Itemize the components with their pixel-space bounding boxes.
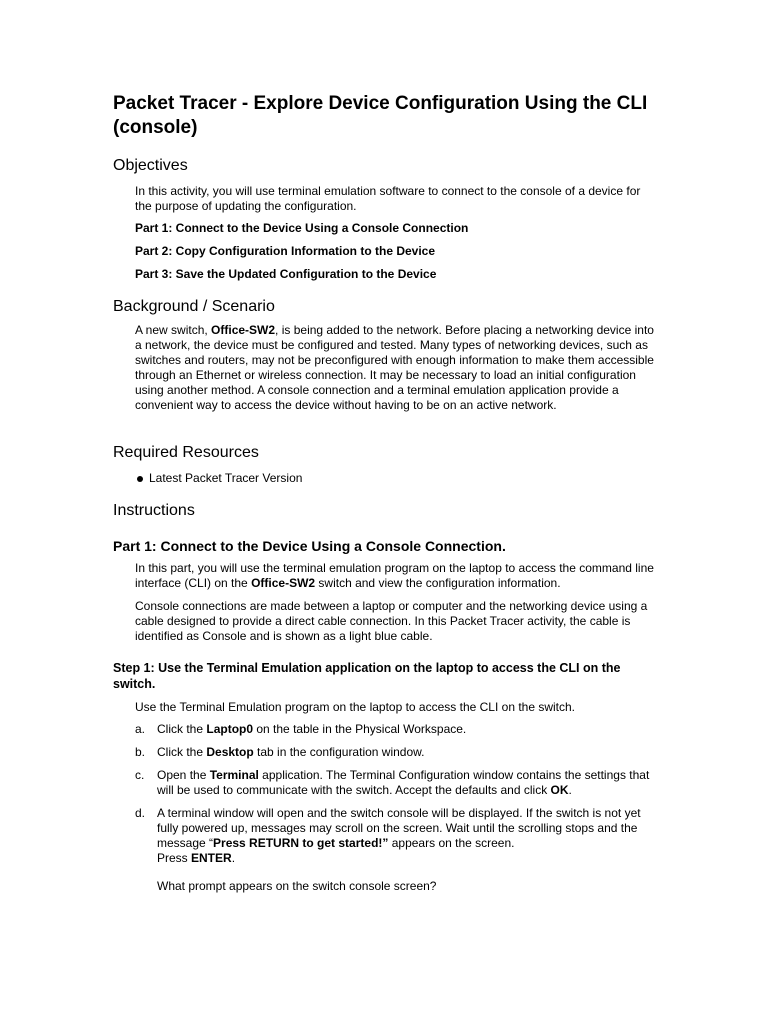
step-question: What prompt appears on the switch console screen? xyxy=(157,879,437,893)
page-title: Packet Tracer - Explore Device Configuration Using the CLI (console) xyxy=(113,93,648,138)
objectives-heading: Objectives xyxy=(113,157,188,174)
part1-paragraph-2: Console connections are made between a laptop or computer and the networking device using a cable designed to provide a direct cable connection. In this Packet Tracer activity, the cable is identified as Console and is shown as a light blue cable. xyxy=(135,599,648,643)
step1-heading: Step 1: Use the Terminal Emulation application on the laptop to access the CLI on the switch. xyxy=(113,661,621,691)
objectives-intro: In this activity, you will use terminal emulation software to connect to the console of a device for the purpose of updating the configuration. xyxy=(135,184,641,213)
step-b-letter: b. xyxy=(135,745,146,759)
step-b-text: Click the Desktop tab in the configuration window. xyxy=(157,745,425,759)
part1-heading: Part 1: Connect to the Device Using a Console Connection. xyxy=(113,538,506,554)
step-a-text: Click the Laptop0 on the table in the Physical Workspace. xyxy=(157,722,467,736)
resource-item: Latest Packet Tracer Version xyxy=(149,471,303,485)
step1-intro: Use the Terminal Emulation program on the laptop to access the CLI on the switch. xyxy=(135,700,576,714)
bullet-icon xyxy=(137,476,143,482)
part1-paragraph-1: In this part, you will use the terminal emulation program on the laptop to access the command line interface (CLI) on the Office-SW2 switch and view the configuration information. xyxy=(135,561,654,590)
objective-part-3: Part 3: Save the Updated Configuration to the Device xyxy=(135,267,437,281)
step-c-letter: c. xyxy=(135,768,145,782)
step-d-text: A terminal window will open and the switch console will be displayed. If the switch is not yet fully powered up, messages may scroll on the screen. Wait until the scrolling stops and the message “Press RETURN to get started!” appears on the screen. Press ENTER. xyxy=(157,806,641,865)
background-heading: Background / Scenario xyxy=(113,298,275,315)
objective-part-2: Part 2: Copy Configuration Information to the Device xyxy=(135,244,436,258)
objective-part-1: Part 1: Connect to the Device Using a Console Connection xyxy=(135,221,469,235)
step-d-letter: d. xyxy=(135,806,146,820)
switch-name: Office-SW2 xyxy=(211,323,276,337)
step-c-text: Open the Terminal application. The Terminal Configuration window contains the settings that will be used to communicate with the switch. Accept the defaults and click OK. xyxy=(157,768,650,797)
instructions-heading: Instructions xyxy=(113,502,195,519)
background-paragraph: A new switch, Office-SW2, is being added to the network. Before placing a networking device into a network, the device must be configured and tested. Many types of networking devices, such as switches and routers, may not be preconfigured with enough information to make them accessible through an Ethernet or wireless connection. It may be necessary to load an initial configuration using another method. A console connection and a terminal emulation application provide a convenient way to access the device without having to be on an active network. xyxy=(135,323,654,412)
step-a-letter: a. xyxy=(135,722,146,736)
resources-heading: Required Resources xyxy=(113,444,259,461)
